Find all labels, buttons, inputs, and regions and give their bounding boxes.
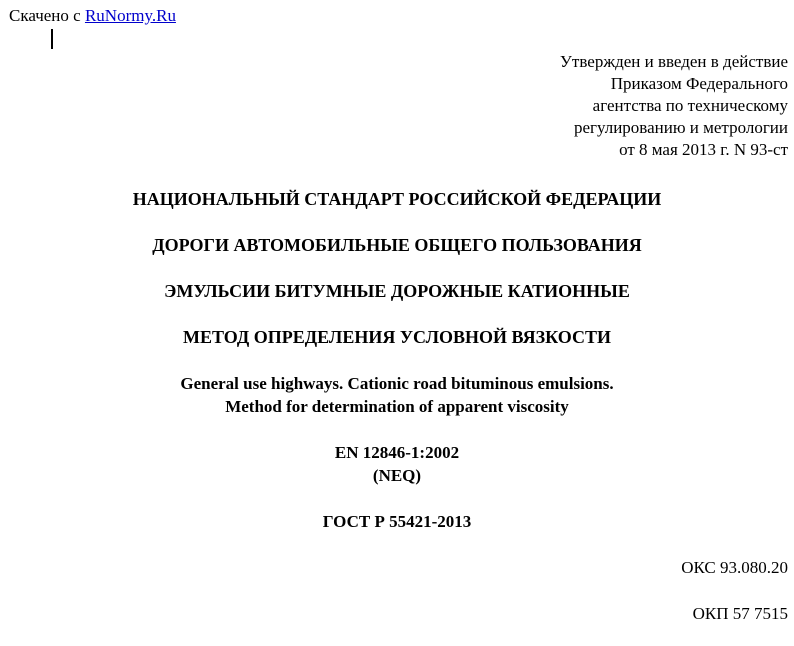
emulsions-title: ЭМУЛЬСИИ БИТУМНЫЕ ДОРОЖНЫЕ КАТИОННЫЕ (164, 281, 630, 301)
runormy-link[interactable]: RuNormy.Ru (84, 6, 176, 25)
source-line (9, 6, 176, 26)
roads-title: ДОРОГИ АВТОМОБИЛЬНЫЕ ОБЩЕГО ПОЛЬЗОВАНИЯ (152, 235, 642, 255)
english-title-line: Method for determination of apparent viscosity (225, 397, 569, 416)
reference-standard-number: EN 12846-1:2002 (334, 443, 460, 462)
approval-block (428, 51, 788, 161)
method-title: МЕТОД ОПРЕДЕЛЕНИЯ УСЛОВНОЙ ВЯЗКОСТИ (183, 327, 611, 347)
approval-line: от 8 мая 2013 г. N 93-ст (619, 140, 788, 159)
reference-standard (0, 441, 794, 487)
okp-code: ОКП 57 7515 (692, 604, 788, 623)
downloaded-from-label: Скачено с (9, 6, 81, 25)
english-title-line: General use highways. Cationic road bituminous emulsions. (180, 374, 614, 393)
approval-line: агентства по техническому (592, 96, 788, 115)
approval-line: Приказом Федерального (610, 74, 788, 93)
oks-code: ОКС 93.080.20 (681, 558, 788, 577)
approval-line: регулированию и метрологии (573, 118, 788, 137)
gost-designation: ГОСТ Р 55421-2013 (322, 512, 472, 531)
text-cursor (51, 29, 53, 49)
national-standard-title: НАЦИОНАЛЬНЫЙ СТАНДАРТ РОССИЙСКОЙ ФЕДЕРАЦИИ (132, 189, 662, 209)
reference-degree: (NEQ) (372, 466, 422, 485)
approval-line: Утвержден и введен в действие (559, 52, 788, 71)
english-title (0, 372, 794, 418)
